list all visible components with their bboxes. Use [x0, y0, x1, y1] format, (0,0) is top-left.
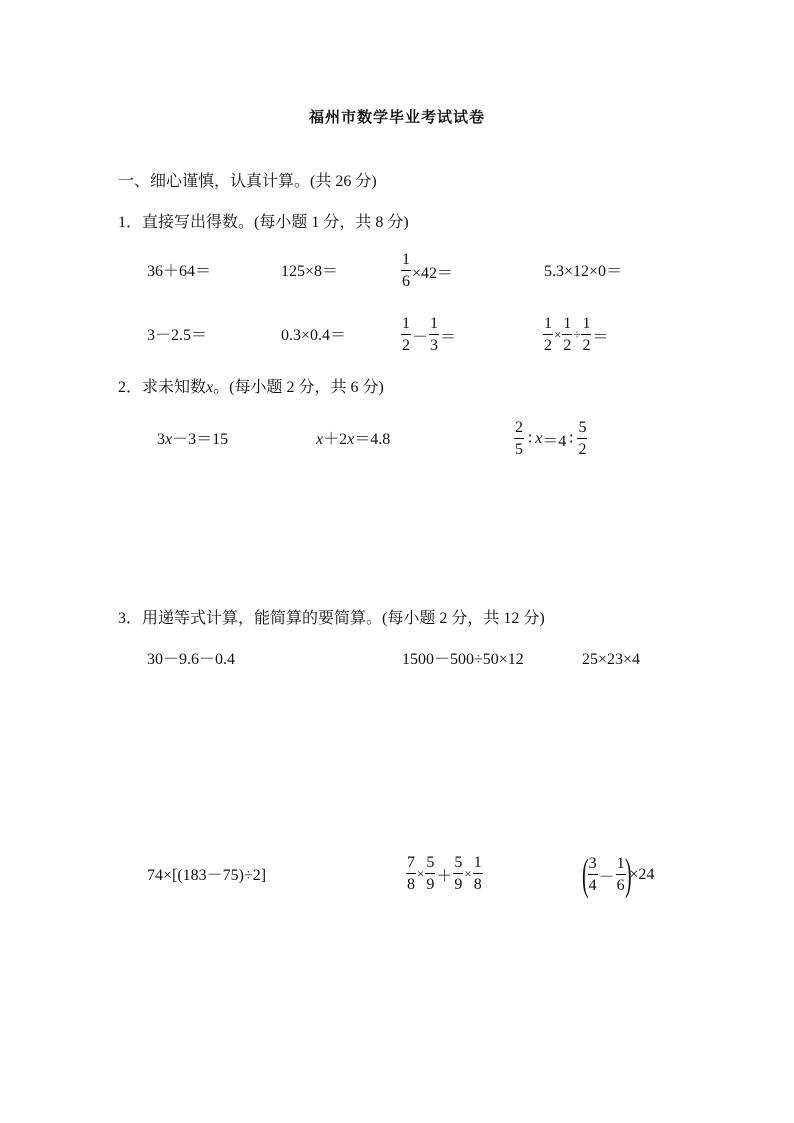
denominator: 5 [515, 441, 523, 458]
variable: x [347, 431, 355, 448]
fraction [401, 252, 411, 290]
numerator: 1 [401, 316, 411, 335]
fraction [473, 855, 483, 893]
fraction [453, 855, 463, 893]
q3-item-6 [582, 850, 655, 899]
q2-equation-3 [513, 420, 588, 458]
question-1-label: 1．直接写出得数。(每小题 1 分，共 8 分) [118, 214, 409, 231]
fraction [588, 856, 598, 894]
variable: x [316, 431, 324, 448]
fraction [514, 420, 524, 458]
question-3-label: 3．用递等式计算，能简算的要简算。(每小题 2 分，共 12 分) [118, 610, 545, 627]
q2-equation-1 [157, 430, 228, 450]
fraction [429, 316, 439, 354]
fraction [581, 316, 591, 354]
denominator: 6 [402, 273, 410, 290]
operator: － [412, 328, 429, 346]
operator: ＋ [436, 867, 453, 885]
numerator: 1 [562, 316, 572, 335]
q1-item-8 [542, 316, 609, 354]
denominator: 9 [426, 876, 435, 893]
fraction [401, 316, 411, 354]
q1-item-4: 5.3×12×0＝ [544, 263, 623, 280]
q3-item-4: 74×[(183－75)÷2] [147, 867, 267, 884]
numerator: 2 [514, 420, 524, 439]
equals-sign: ＝ [592, 328, 609, 346]
q1-item-3 [400, 252, 453, 290]
denominator: 4 [588, 877, 597, 894]
q1-item-7 [400, 316, 456, 354]
equals-sign: ＝ [440, 328, 457, 346]
term: 3 [157, 431, 165, 448]
q3-item-5 [405, 855, 484, 893]
q1-item-2: 125×8＝ [281, 263, 339, 280]
ratio-colon: ∶ [569, 431, 574, 448]
numerator: 7 [406, 855, 416, 874]
q1-item-1: 36＋64＝ [147, 263, 212, 280]
denominator: 2 [563, 337, 572, 354]
denominator: 8 [473, 876, 482, 893]
term: ＋2 [323, 431, 348, 448]
label-text: 2．求未知数 [118, 379, 207, 396]
question-2-label [118, 378, 384, 398]
denominator: 2 [544, 337, 552, 354]
numerator: 1 [616, 856, 626, 875]
fraction [562, 316, 572, 354]
page-title: 福州市数学毕业考试试卷 [308, 110, 485, 126]
denominator: 3 [430, 337, 439, 354]
expression-tail: ×42＝ [412, 264, 454, 282]
term: －3＝15 [172, 431, 229, 448]
numerator: 1 [543, 316, 553, 335]
numerator: 1 [581, 316, 591, 335]
fraction [406, 855, 416, 893]
operator: × [464, 866, 472, 881]
operator: ÷ [573, 327, 581, 342]
denominator: 6 [616, 877, 625, 894]
variable: x [165, 431, 173, 448]
denominator: 2 [402, 337, 410, 354]
variable: x [535, 430, 543, 447]
numerator: 1 [473, 855, 483, 874]
fraction [577, 420, 587, 458]
denominator: 9 [454, 876, 463, 893]
term: ＝4 [542, 432, 567, 450]
denominator: 2 [582, 337, 591, 354]
q3-item-2: 1500－500÷50×12 [402, 651, 524, 668]
q1-item-6: 0.3×0.4＝ [281, 327, 347, 344]
right-parenthesis: ) [624, 850, 632, 899]
section-1-heading: 一、细心谨慎，认真计算。(共 26 分) [118, 173, 377, 190]
numerator: 5 [577, 420, 587, 439]
operator: × [554, 327, 562, 342]
label-text: 。(每小题 2 分，共 6 分) [213, 379, 384, 396]
numerator: 5 [425, 855, 435, 874]
fraction [543, 316, 553, 354]
expression-tail: ×24 [629, 866, 655, 883]
operator: － [598, 868, 615, 886]
operator: × [417, 866, 425, 881]
numerator: 3 [588, 856, 598, 875]
denominator: 2 [578, 441, 587, 458]
term: ＝4.8 [354, 431, 391, 448]
fraction [425, 855, 435, 893]
numerator: 1 [401, 252, 411, 271]
numerator: 1 [429, 316, 439, 335]
q1-item-5: 3－2.5＝ [147, 327, 208, 344]
ratio-colon: ∶ [528, 431, 533, 448]
q3-item-1: 30－9.6－0.4 [147, 651, 236, 668]
numerator: 5 [453, 855, 463, 874]
q2-equation-2 [316, 430, 390, 450]
left-parenthesis: ( [582, 850, 589, 899]
q3-item-3: 25×23×4 [582, 651, 641, 668]
variable: x [206, 379, 214, 396]
denominator: 8 [407, 876, 415, 893]
